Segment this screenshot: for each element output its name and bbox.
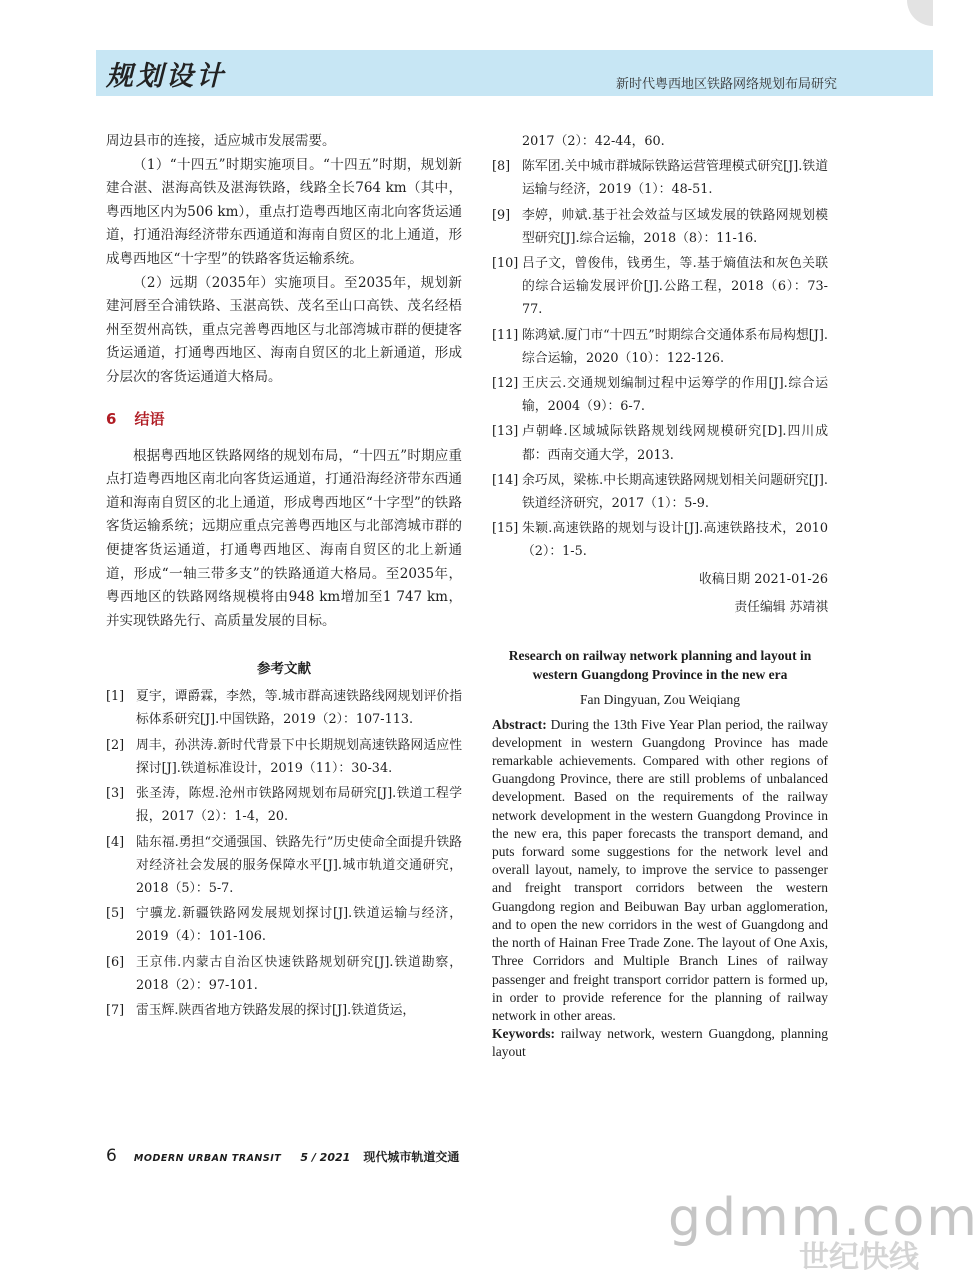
reference-number: [3] xyxy=(106,786,125,802)
reference-text: 宁骥龙.新疆铁路网发展规划探讨[J].铁道运输与经济，2019（4）：101-106. xyxy=(136,906,462,945)
reference-number: [9] xyxy=(492,207,511,223)
reference-text: 周丰，孙洪涛.新时代背景下中长期规划高速铁路网适应性探讨[J].铁道标准设计，2019（11）：30-34. xyxy=(136,737,462,776)
reference-text: 王京伟.内蒙古自治区快速铁路规划研究[J].铁道勘察，2018（2）：97-101. xyxy=(136,954,462,993)
reference-item xyxy=(106,685,462,731)
reference-item xyxy=(106,734,462,780)
reference-text: 余巧凤，梁栋.中长期高速铁路网规划相关问题研究[J].铁道经济研究，2017（1）：5-9. xyxy=(522,472,828,512)
reference-item xyxy=(492,372,828,418)
reference-item xyxy=(106,831,462,901)
journal-name-en: MODERN URBAN TRANSIT xyxy=(133,1153,282,1164)
reference-item xyxy=(492,155,828,201)
received-date: 收稿日期 2021-01-26 xyxy=(698,571,828,587)
reference-text: 陆东福.勇担“交通强国、铁路先行”历史使命全面提升铁路对经济社会发展的服务保障水平[J].城市轨道交通研究，2018（5）：5-7. xyxy=(136,834,462,896)
reference-item xyxy=(492,252,828,322)
page-footer xyxy=(106,1146,459,1168)
reference-item xyxy=(106,999,462,1022)
section-tag: 规划设计 xyxy=(106,61,226,92)
reference-item xyxy=(492,204,828,250)
paragraph: （2）远期（2035年）实施项目。至2035年，规划新建河唇至合浦铁路、玉湛高铁、茂名至山口高铁、茂名经梧州至贺州高铁，重点完善粤西地区与北部湾城市群的便捷客货运通道，打通粤西地区、海南自贸区的北上新通道，形成分层次的客货运通道大格局。 xyxy=(106,274,462,385)
reference-item xyxy=(492,324,828,370)
reference-number: [4] xyxy=(106,834,125,850)
reference-text: 陈军团.关中城市群城际铁路运营管理模式研究[J].铁道运输与经济，2019（1）：48-51. xyxy=(522,159,828,198)
page-number: 6 xyxy=(106,1146,117,1166)
english-authors: Fan Dingyuan, Zou Weiqiang xyxy=(580,691,740,707)
reference-text: 雷玉辉.陕西省地方铁路发展的探讨[J].铁道货运， xyxy=(136,1002,416,1018)
reference-list xyxy=(492,155,828,563)
reference-list xyxy=(106,685,462,1022)
english-keywords xyxy=(492,1025,828,1061)
right-column xyxy=(492,130,828,1062)
section-heading xyxy=(106,408,462,429)
site-watermark: gdmm.com xyxy=(668,1188,979,1248)
references-title: 参考文献 xyxy=(257,661,311,678)
abstract-label: Abstract: xyxy=(492,716,547,732)
reference-text: 朱颖.高速铁路的规划与设计[J].高速铁路技术，2010（2）：1-5. xyxy=(522,521,828,560)
reference-item xyxy=(492,517,828,563)
running-title: 新时代粤西地区铁路网络规划布局研究 xyxy=(615,77,837,92)
reference-text: 吕子文，曾俊伟，钱勇生，等.基于熵值法和灰色关联的综合运输发展评价[J].公路工程，2018（6）：73-77. xyxy=(522,256,828,318)
reference-number: [13] xyxy=(492,424,519,440)
reference-item xyxy=(492,420,828,466)
reference-item xyxy=(106,782,462,828)
reference-number: [5] xyxy=(106,906,125,922)
reference-number: [11] xyxy=(492,327,519,343)
keywords-label: Keywords: xyxy=(492,1026,555,1042)
reference-number: [7] xyxy=(106,1002,125,1018)
section-number: 6 xyxy=(106,409,117,428)
paragraph: （1）“十四五”时期实施项目。“十四五”时期，规划新建合湛、湛海高铁及湛海铁路，线路全长764 km（其中，粤西地区内为506 km），重点打造粤西地区南北向客货运通道，打通沿海经济带东西通道和海南自贸区的北上通道，形成粤西地区“十字型”的铁路客货运输系统。 xyxy=(106,156,462,267)
reference-number: [15] xyxy=(492,521,519,537)
reference-item xyxy=(106,951,462,997)
reference-number: [12] xyxy=(492,376,519,392)
english-title: Research on railway network planning and layout in western Guangdong Province in the new era xyxy=(508,647,812,682)
reference-number: [8] xyxy=(492,159,511,175)
reference-text: 陈鸿斌.厦门市“十四五”时期综合交通体系布局构想[J].综合运输，2020（10）：122-126. xyxy=(522,327,828,366)
reference-number: [2] xyxy=(106,737,125,753)
reference-text: 卢朝峰.区域城际铁路规划线网规模研究[D].四川成都：西南交通大学，2013. xyxy=(522,424,828,463)
corner-mark xyxy=(907,0,933,26)
english-abstract xyxy=(492,716,828,1025)
reference-text: 王庆云.交通规划编制过程中运筹学的作用[J].综合运输，2004（9）：6-7. xyxy=(522,376,828,415)
reference-number: [10] xyxy=(492,256,519,272)
abstract-text: During the 13th Five Year Plan period, the railway development in western Guangdong Province has made remarkable achievements. Compared with other regions of Guangdong Province, there are still problems of unbalanced development. Based on the requirements of the railway network development in the western Guangdong Province in the new era, this paper forecasts the transport demand, and puts forward some suggestions for the network level and overall layout, namely, to improve the service to passenger and freight transport corridors between the western Guangdong region and Beibuwan Bay urban agglomeration, and to open the new corridors in the west of Guangdong and the north of Hainan Free Trade Zone. The layout of One Axis, Three Corridors and Multiple Branch Lines of railway passenger and freight transport corridor pattern is formed up, in order to provide reference for the planning of railway network in other areas. xyxy=(492,716,829,1023)
reference-item xyxy=(106,902,462,948)
paragraph: 周边县市的连接，适应城市发展需要。 xyxy=(106,133,336,149)
left-column xyxy=(106,130,462,1024)
responsible-editor: 责任编辑 苏靖祺 xyxy=(734,599,828,615)
reference-number: [14] xyxy=(492,472,519,488)
section-title: 结语 xyxy=(134,409,165,428)
reference-number: [1] xyxy=(106,689,125,705)
reference-text: 李婷，帅斌.基于社会效益与区域发展的铁路网规划模型研究[J].综合运输，2018（8）：11-16. xyxy=(522,207,828,246)
reference-text: 夏宇，谭爵霖，李然，等.城市群高速铁路线网规划评价指标体系研究[J].中国铁路，2019（2）：107-113. xyxy=(136,689,462,728)
keywords-text: railway network, western Guangdong, planning layout xyxy=(492,1026,829,1060)
conclusion-paragraph: 根据粤西地区铁路网络的规划布局，“十四五”时期应重点打造粤西地区南北向客货运通道，打通沿海经济带东西通道和海南自贸区的北上通道，形成粤西地区“十字型”的铁路客货运输系统；远期应重点完善粤西地区与北部湾城市群的便捷客货运通道，打通粤西地区、海南自贸区的北上新通道，形成“一轴三带多支”的铁路通道大格局。至2035年，粤西地区的铁路网络规模将由948 km增加至1 747 km，并实现铁路先行、高质量发展的目标。 xyxy=(106,447,462,629)
reference-number: [6] xyxy=(106,954,125,970)
reference-item xyxy=(492,469,828,515)
reference-text: 张圣涛，陈煜.沧州市铁路网规划布局研究[J].铁道工程学报，2017（2）：1-4，20. xyxy=(136,786,462,825)
logo-watermark: 世纪快线 xyxy=(799,1240,919,1275)
issue-number: 5 / 2021 xyxy=(300,1151,351,1164)
reference-continuation: 2017（2）：42-44，60. xyxy=(522,134,665,149)
journal-name-cn: 现代城市轨道交通 xyxy=(363,1150,460,1164)
